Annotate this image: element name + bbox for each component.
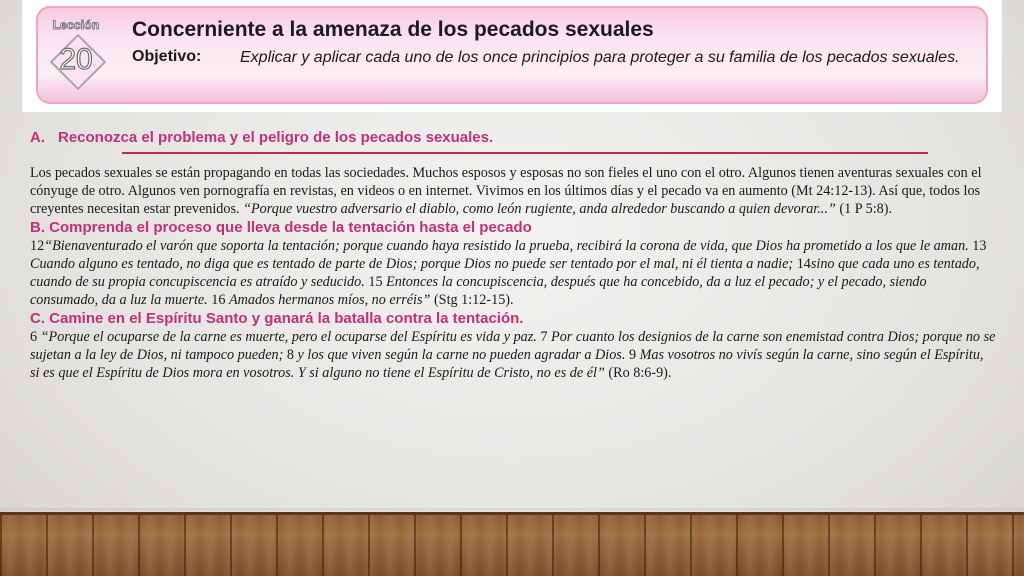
lesson-badge: [44, 16, 112, 94]
badge-number: 20: [59, 43, 93, 76]
badge-label: Lección: [52, 18, 100, 32]
objective-label: Objetivo:: [132, 48, 202, 65]
verse-text: “Bienaventurado el varón que soporta la tentación; porque cuando haya resistido la prueba, recibirá la corona de vida, que Dios ha prometido a los que le aman.: [44, 238, 973, 254]
lesson-banner: [22, 0, 1002, 112]
lesson-content: [30, 128, 996, 382]
verse-text: Entonces la concupiscencia, después que ha concebido, da a luz el pecado; y el pecado, siendo consumado, da a luz la muerte.: [30, 274, 927, 308]
verse-text: Cuando alguno es tentado, no diga que es tentado de parte de Dios; porque Dios no puede ser tentado por el mal, ni él tienta a nadie;: [30, 256, 797, 272]
section-divider: [122, 152, 928, 154]
banner-panel: [36, 6, 988, 104]
section-a-quote-open: “Porque: [243, 201, 296, 217]
verse-number: 16: [211, 292, 230, 308]
verse-number: 8: [286, 347, 298, 363]
section-c-body: [30, 328, 996, 382]
section-c-heading: C. Camine en el Espíritu Santo y ganará la batalla contra la tentación.: [30, 310, 524, 327]
section-a-quote: vuestro adversario el diablo, como león rugiente, anda alrededor buscando a quien devorar...”: [295, 201, 836, 217]
verse-number: 15: [368, 274, 387, 290]
section-a-heading-text: Reconozca el problema y el peligro de los pecados sexuales.: [58, 129, 494, 146]
section-b-ref: (Stg 1:12-15).: [430, 292, 514, 308]
section-b-heading: B. Comprenda el proceso que lleva desde la tentación hasta el pecado: [30, 219, 532, 236]
verse-number: 14: [796, 256, 811, 272]
section-c-ref: (Ro 8:6-9).: [604, 365, 672, 381]
verse-number: 12: [30, 238, 45, 254]
section-b-body: [30, 237, 996, 309]
section-a-heading: [30, 128, 996, 147]
verse-text: sino que cada uno es tentado, cuando de su propia concupiscencia es atraído y seducido.: [30, 256, 980, 290]
verse-text: “Porque el ocuparse de la carne es muerte, pero el ocuparse del Espíritu es vida y paz.: [40, 329, 541, 345]
verse-number: 6: [30, 329, 41, 345]
wood-floor-decoration: [0, 512, 1024, 576]
verse-text: Amados hermanos míos, no erréis”: [229, 292, 431, 308]
section-a-body: [30, 164, 996, 218]
verse-text: Mas vosotros no vivís según la carne, sino según el Espíritu, si es que el Espíritu de Dios mora en vosotros. Y si alguno no tiene el Espíritu de Cristo, no es de él”: [30, 347, 984, 381]
verse-text: Por cuanto los designios de la carne son enemistad contra Dios; porque no se sujetan a la ley de Dios, ni tampoco pueden;: [30, 329, 996, 363]
verse-text: y los que viven según la carne no pueden agradar a Dios.: [297, 347, 629, 363]
verse-number: 13: [972, 238, 987, 254]
lesson-title: Concerniente a la amenaza de los pecados sexuales: [132, 18, 654, 41]
floor-edge: [0, 512, 1024, 515]
section-a-ref: (1 P 5:8).: [835, 201, 893, 217]
objective-text: Explicar y aplicar cada uno de los once principios para proteger a su familia de los pecados sexuales.: [240, 49, 960, 66]
verse-number: 7: [540, 329, 552, 345]
section-a-letter: A.: [30, 129, 45, 146]
section-a-text: Los pecados sexuales se están propagando en todas las sociedades. Muchos esposos y esposas no son fieles el uno con el otro. Algunos tienen aventuras sexuales con el cónyuge de otro. Algunos ven pornografía en revistas, en videos o en internet. Vivimos en los últimos días y el pecado va en aumento (Mt 24:12-13). Así que, todos los creyentes necesitan estar prevenidos.: [30, 165, 982, 217]
verse-number: 9: [628, 347, 640, 363]
